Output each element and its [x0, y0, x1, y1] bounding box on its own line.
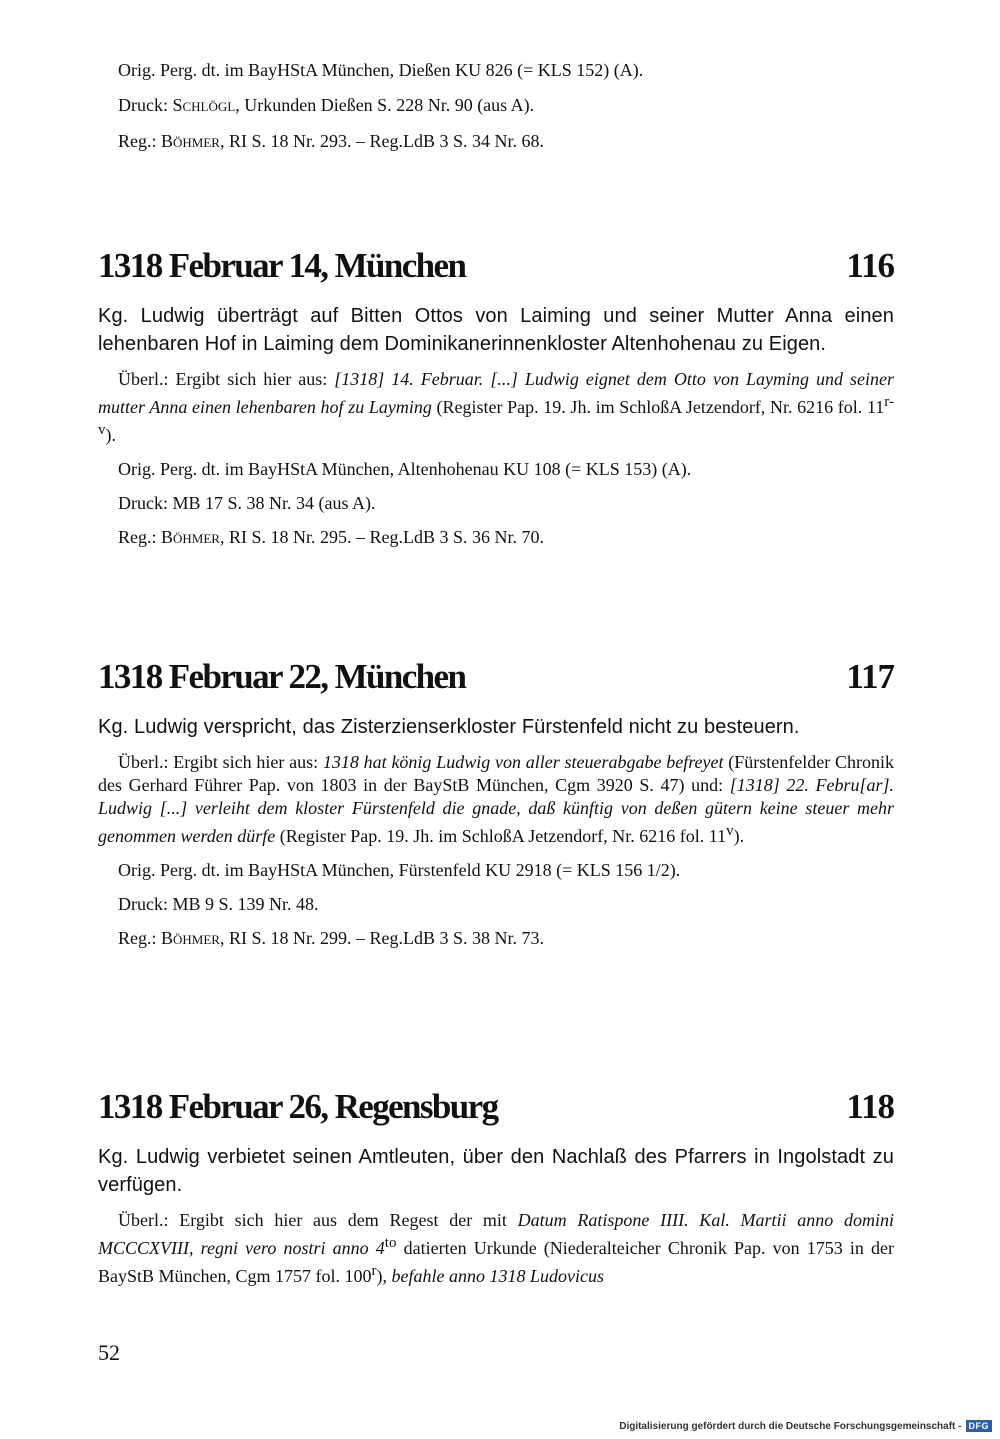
footer-text: Digitalisierung gefördert durch die Deutsche Forschungsgemeinschaft -: [619, 1420, 962, 1432]
entry-heading: [98, 655, 894, 699]
entry-ueberlieferung: Überl.: Ergibt sich hier aus dem Regest der mit Datum Ratispone IIII. Kal. Martii anno domini MCCCXVIII, regni vero nostri anno $4^{to}$ datierten Urkunde (Niederalteicher Chronik Pap. von 1753 in der BayStB München, Cgm 1757 fol. 100$^r$), befahle anno 1318 Ludovicus: [98, 1210, 895, 1286]
entry-117: [98, 655, 894, 950]
entry-orig: Orig. Perg. dt. im BayHStA München, Fürstenfeld KU 2918 (= KLS 156 1/2).: [118, 860, 681, 880]
entry-number: 117: [846, 657, 894, 696]
dfg-footer: [619, 1420, 992, 1432]
entry-date-place: 1318 Februar 26, Regensburg: [98, 1087, 498, 1126]
entry-druck: Druck: MB 9 S. 139 Nr. 48.: [118, 894, 319, 914]
entry-number: 118: [846, 1087, 894, 1126]
top-druck-line: Druck: Schlögl, Urkunden Dießen S. 228 Nr. 90 (aus A).: [118, 95, 535, 115]
entry-reg: Reg.: Böhmer, RI S. 18 Nr. 295. – Reg.LdB 3 S. 36 Nr. 70.: [118, 527, 544, 547]
entry-ueberlieferung: Überl.: Ergibt sich hier aus: [1318] 14. Februar. [...] Ludwig eignet dem Otto von Layming und seiner mutter Anna einen lehenbaren hof zu Layming (Register Pap. 19. Jh. im SchloßA Jetzendorf, Nr. 6216 fol. 11$^{r-v}$).: [98, 369, 895, 445]
entry-reg: Reg.: Böhmer, RI S. 18 Nr. 299. – Reg.LdB 3 S. 38 Nr. 73.: [118, 928, 544, 948]
entry-summary: Kg. Ludwig überträgt auf Bitten Ottos von Laiming und seiner Mutter Anna einen lehenbaren Hof in Laiming dem Dominikanerinnenkloster Altenhohenau zu Eigen.: [98, 305, 894, 355]
entry-date-place: 1318 Februar 22, München: [98, 657, 466, 696]
top-orig-line: Orig. Perg. dt. im BayHStA München, Dießen KU 826 (= KLS 152) (A).: [118, 60, 644, 80]
page-number: 52: [98, 1340, 120, 1365]
entry-116: [98, 244, 894, 549]
entry-heading: [98, 1085, 894, 1129]
entry-druck: Druck: MB 17 S. 38 Nr. 34 (aus A).: [118, 493, 376, 513]
entry-orig: Orig. Perg. dt. im BayHStA München, Altenhohenau KU 108 (= KLS 153) (A).: [118, 459, 692, 479]
entry-118: [98, 1085, 894, 1288]
entry-number: 116: [846, 246, 894, 285]
top-reg-line: Reg.: Böhmer, RI S. 18 Nr. 293. – Reg.LdB 3 S. 34 Nr. 68.: [118, 131, 544, 151]
entry-heading: [98, 244, 894, 288]
entry-date-place: 1318 Februar 14, München: [98, 246, 466, 285]
entry-summary: Kg. Ludwig verspricht, das Zisterzienserkloster Fürstenfeld nicht zu besteuern.: [98, 716, 800, 738]
dfg-logo-icon: DFG: [966, 1420, 993, 1432]
entry-summary: Kg. Ludwig verbietet seinen Amtleuten, über den Nachlaß des Pfarrers in Ingolstadt zu verfügen.: [98, 1146, 894, 1196]
entry-ueberlieferung: Überl.: Ergibt sich hier aus: 1318 hat könig Ludwig von aller steuerabgabe befreyet (Fürstenfelder Chronik des Gerhard Führer Pap. von 1803 in der BayStB München, Cgm 3920 S. 47) und: [1318] 22. Febru[ar]. Ludwig [...] verleiht dem kloster Fürstenfeld die gnade, daß künftig von deßen gütern keine steuer mehr genommen werden dürfe (Register Pap. 19. Jh. im SchloßA Jetzendorf, Nr. 6216 fol. 11$^v$).: [98, 752, 894, 846]
